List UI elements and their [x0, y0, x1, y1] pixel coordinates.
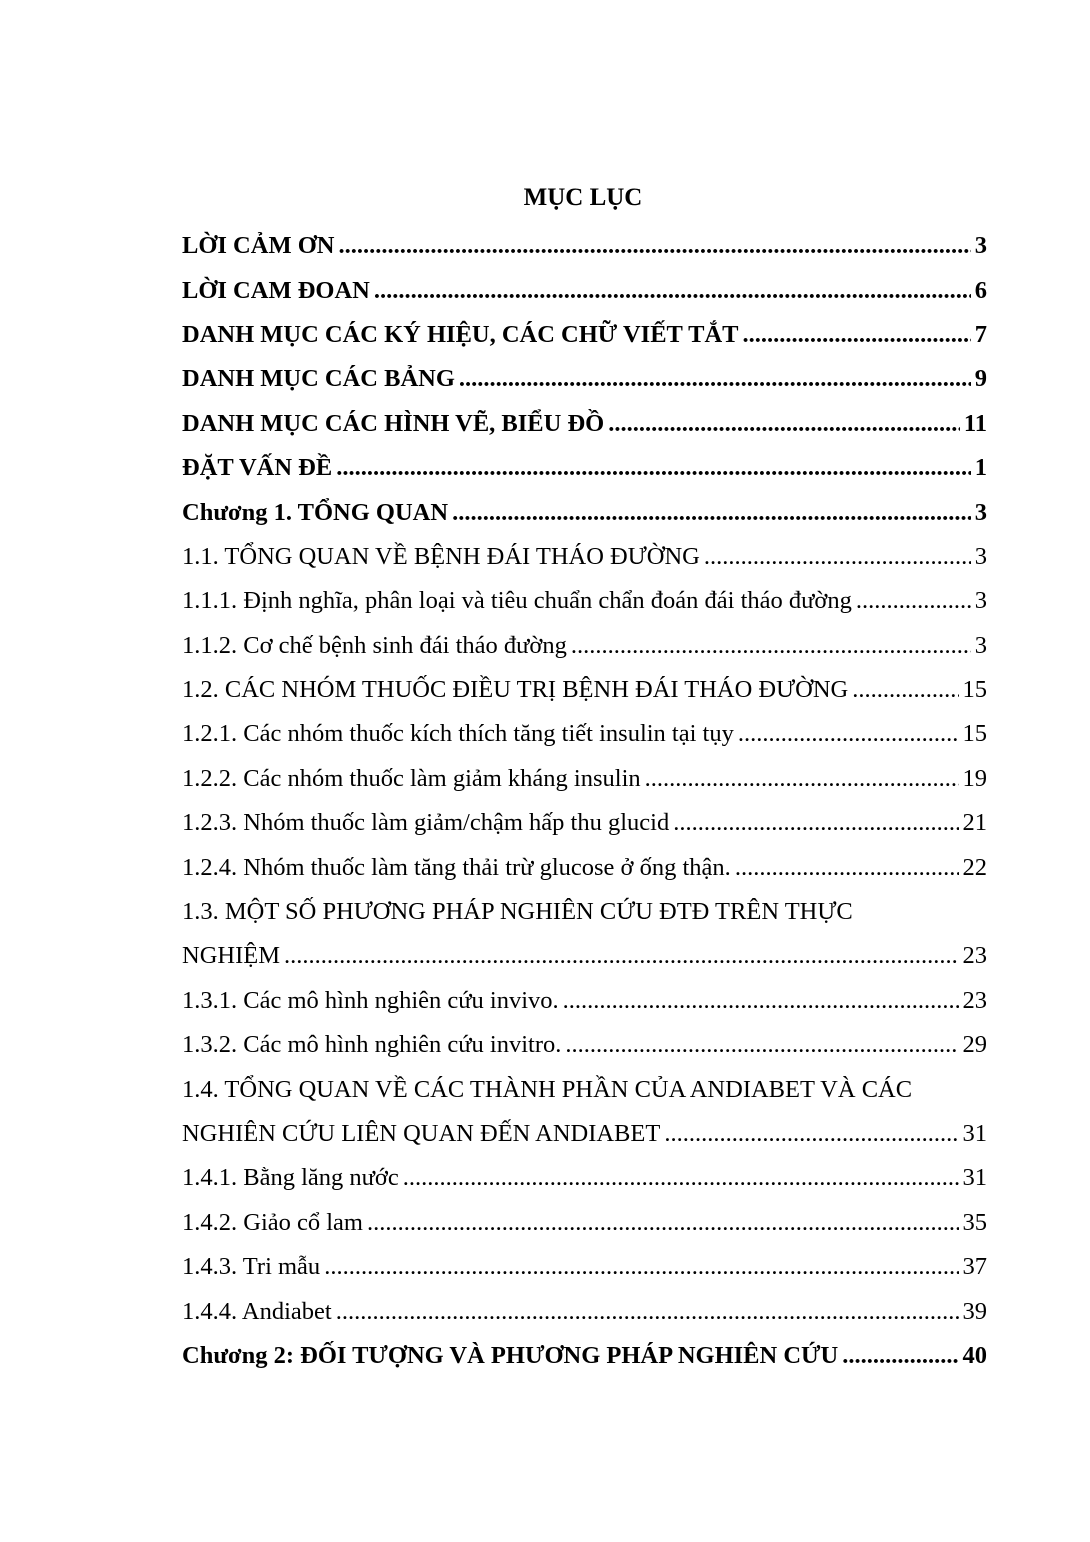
toc-entry-label: 1.2.3. Nhóm thuốc làm giảm/chậm hấp thu glucid	[182, 809, 670, 837]
dot-leader	[571, 631, 971, 661]
dot-leader	[856, 586, 971, 616]
toc-entry-label: DANH MỤC CÁC BẢNG	[182, 365, 455, 393]
toc-entry-label: 1.1.1. Định nghĩa, phân loại và tiêu chuẩn chẩn đoán đái tháo đường	[182, 587, 852, 615]
dot-leader	[336, 1297, 959, 1327]
toc-entry-label: 1.2.1. Các nhóm thuốc kích thích tăng tiết insulin tại tụy	[182, 720, 734, 748]
toc-entry[interactable]	[182, 1156, 987, 1200]
toc-entry[interactable]	[182, 402, 987, 446]
toc-entry-label: 1.4.4. Andiabet	[182, 1297, 332, 1325]
toc-entry[interactable]	[182, 890, 987, 934]
toc-entry-label: 1.4. TỔNG QUAN VỀ CÁC THÀNH PHẦN CỦA ANDIABET VÀ CÁC	[182, 1075, 913, 1103]
toc-entry[interactable]	[182, 845, 987, 889]
dot-leader	[563, 986, 959, 1016]
dot-leader	[738, 719, 959, 749]
dot-leader	[284, 941, 959, 971]
toc-entry[interactable]	[182, 1201, 987, 1245]
toc-entry[interactable]	[182, 535, 987, 579]
toc-entry-page-number: 6	[974, 276, 987, 304]
toc-title: MỤC LỤC	[523, 184, 643, 211]
toc-entry-page-number: 3	[974, 587, 987, 615]
toc-entry-page-number: 3	[974, 498, 987, 526]
dot-leader	[852, 675, 958, 705]
toc-entry-page-number: 3	[974, 542, 987, 570]
toc-entry-label: 1.4.1. Bằng lăng nước	[182, 1164, 399, 1192]
toc-entry[interactable]	[182, 1245, 987, 1289]
dot-leader	[735, 853, 959, 883]
toc-entry-page-number: 21	[962, 809, 987, 837]
toc-entry-page-number: 35	[962, 1208, 987, 1236]
toc-entry[interactable]	[182, 712, 987, 756]
toc-entry-page-number: 31	[962, 1120, 987, 1147]
toc-entry-label: LỜI CẢM ƠN	[182, 232, 335, 260]
toc-entry[interactable]	[182, 934, 987, 978]
dot-leader	[743, 320, 971, 350]
toc-entry-label: 1.1. TỔNG QUAN VỀ BỆNH ĐÁI THÁO ĐƯỜNG	[182, 542, 700, 570]
dot-leader	[565, 1030, 958, 1060]
toc-entry-page-number: 37	[962, 1253, 987, 1281]
toc-entry-label: 1.2.2. Các nhóm thuốc làm giảm kháng insulin	[182, 764, 641, 792]
toc-entry[interactable]	[182, 624, 987, 668]
toc-entry-page-number: 15	[962, 720, 987, 748]
toc-entry-label: Chương 1. TỔNG QUAN	[182, 498, 449, 526]
toc-entry-label: DANH MỤC CÁC KÝ HIỆU, CÁC CHỮ VIẾT TẮT	[182, 320, 739, 348]
toc-entry[interactable]	[182, 668, 987, 712]
toc-entry-page-number: 29	[962, 1031, 987, 1059]
toc-entry-page-number: 39	[962, 1297, 987, 1325]
toc-entry-label: 1.3.2. Các mô hình nghiên cứu invitro.	[182, 1031, 562, 1059]
toc-entry[interactable]	[182, 801, 987, 845]
dot-leader	[645, 764, 959, 794]
toc-entry-label: 1.4.2. Giảo cổ lam	[182, 1208, 363, 1236]
toc-entry-page-number: 3	[974, 232, 987, 260]
dot-leader	[459, 364, 971, 394]
toc-entry-page-number: 1	[974, 454, 987, 482]
toc-entry-label: 1.2.4. Nhóm thuốc làm tăng thải trừ glucose ở ống thận.	[182, 853, 731, 881]
toc-entry-page-number: 23	[962, 942, 987, 970]
toc-entry-label: 1.1.2. Cơ chế bệnh sinh đái tháo đường	[182, 631, 567, 659]
toc-entry-page-number: 23	[962, 986, 987, 1014]
toc-entry[interactable]	[182, 1334, 987, 1378]
toc-entry-label: NGHIỆM	[182, 942, 280, 970]
dot-leader	[704, 542, 971, 572]
toc-entry-page-number: 3	[974, 631, 987, 659]
dot-leader	[367, 1208, 959, 1238]
dot-leader	[338, 231, 970, 261]
table-of-contents	[182, 224, 987, 1378]
toc-entry-page-number: 19	[962, 764, 987, 792]
toc-entry-page-number: 11	[963, 409, 987, 437]
toc-entry[interactable]	[182, 979, 987, 1023]
toc-entry-label: NGHIÊN CỨU LIÊN QUAN ĐẾN ANDIABET	[182, 1120, 661, 1147]
toc-entry-page-number: 15	[962, 676, 987, 704]
dot-leader	[374, 276, 971, 306]
toc-entry[interactable]	[182, 1112, 987, 1156]
dot-leader	[324, 1252, 958, 1282]
toc-entry[interactable]	[182, 1289, 987, 1333]
toc-entry[interactable]	[182, 357, 987, 401]
toc-entry-label: 1.3. MỘT SỐ PHƯƠNG PHÁP NGHIÊN CỨU ĐTĐ TRÊN THỰC	[182, 898, 853, 926]
dot-leader	[403, 1163, 959, 1193]
dot-leader	[336, 453, 971, 483]
toc-entry-label: Chương 2: ĐỐI TƯỢNG VÀ PHƯƠNG PHÁP NGHIÊN CỨU	[182, 1341, 839, 1369]
dot-leader	[608, 409, 960, 439]
toc-entry[interactable]	[182, 1023, 987, 1067]
dot-leader	[452, 498, 971, 528]
toc-entry-page-number: 22	[962, 853, 987, 881]
toc-entry[interactable]	[182, 1067, 987, 1111]
dot-leader	[664, 1119, 958, 1149]
toc-entry[interactable]	[182, 446, 987, 490]
toc-entry-page-number: 9	[974, 365, 987, 393]
toc-entry[interactable]	[182, 579, 987, 623]
toc-entry[interactable]	[182, 268, 987, 312]
dot-leader	[842, 1341, 958, 1371]
toc-entry[interactable]	[182, 490, 987, 534]
toc-entry[interactable]	[182, 757, 987, 801]
toc-entry[interactable]	[182, 313, 987, 357]
toc-entry-label: DANH MỤC CÁC HÌNH VẼ, BIỂU ĐỒ	[182, 409, 605, 437]
toc-entry-page-number: 31	[962, 1164, 987, 1192]
toc-entry-page-number: 40	[962, 1341, 987, 1369]
toc-entry-label: 1.3.1. Các mô hình nghiên cứu invivo.	[182, 986, 559, 1014]
dot-leader	[673, 808, 958, 838]
toc-entry[interactable]	[182, 224, 987, 268]
toc-entry-label: 1.2. CÁC NHÓM THUỐC ĐIỀU TRỊ BỆNH ĐÁI THÁO ĐƯỜNG	[182, 676, 849, 704]
toc-entry-label: LỜI CAM ĐOAN	[182, 276, 370, 304]
toc-entry-label: 1.4.3. Tri mẫu	[182, 1253, 321, 1281]
toc-entry-label: ĐẶT VẤN ĐỀ	[182, 454, 333, 482]
toc-entry-page-number: 7	[974, 320, 987, 348]
